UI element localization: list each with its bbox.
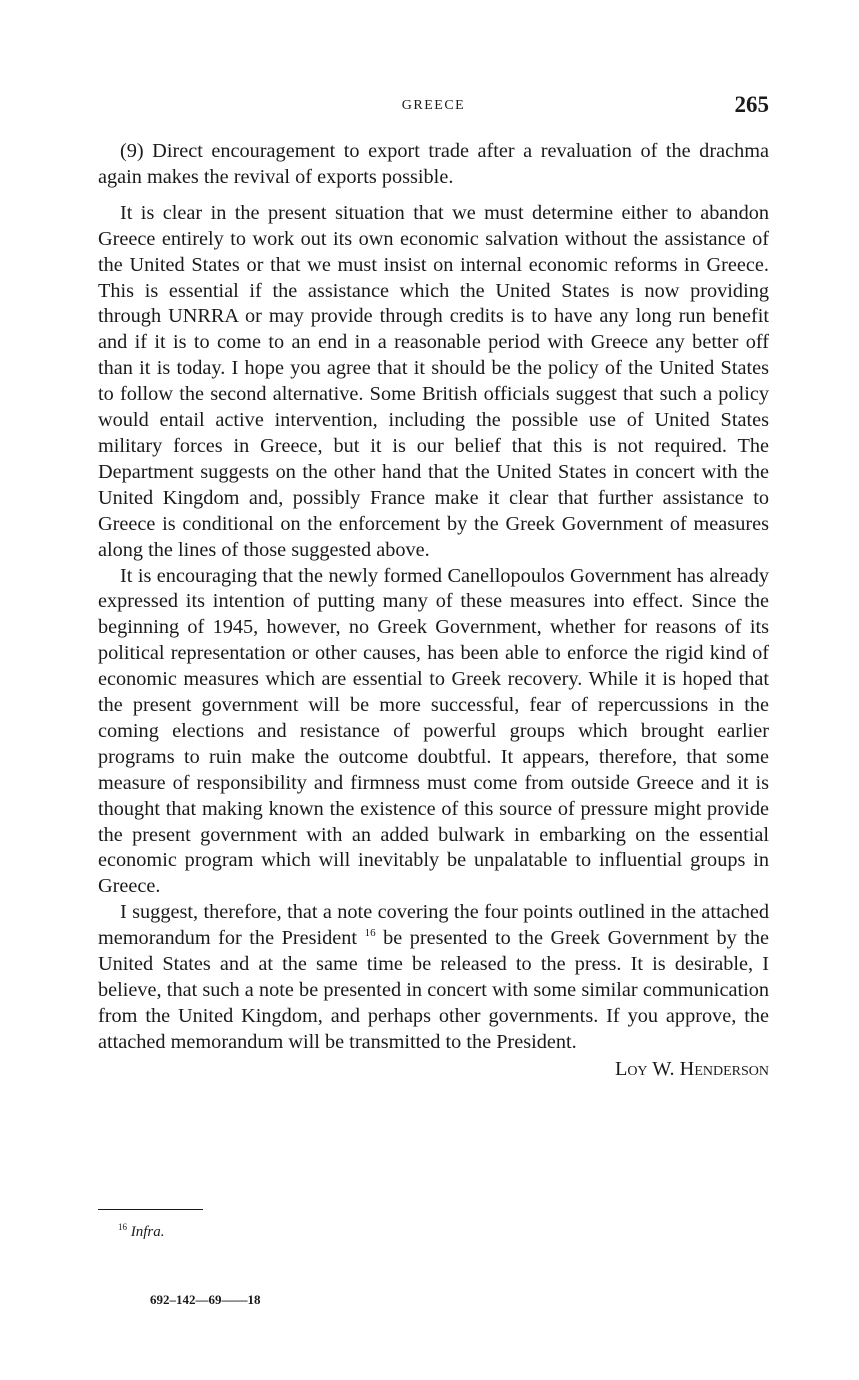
page-number: 265 bbox=[734, 92, 769, 117]
paragraph-4-part-a: I suggest, therefore, that a note covering the four points outlined in the attached memorandum for the President bbox=[98, 901, 769, 950]
paragraph-2: It is clear in the present situation that we must determine either to abandon Greece entirely to work out its own economic salvation without the assistance of the United States or that we must insist on internal economic reforms in Greece. This is essential if the assistance which the United States is now providing through UNRRA or may provide through credits is to have any long run benefit and if it is to come to an end in a reasonable period with Greece any better off than it is today. I hope you agree that it should be the policy of the United States to follow the second alternative. Some British officials suggest that such a policy would entail active intervention, including the possible use of United States military forces in Greece, but it is our belief that this is not required. The Department suggests on the other hand that the United States in concert with the United Kingdom and, possibly France make it clear that further assistance to Greece is conditional on the enforcement by the Greek Government of measures along the lines of those suggested above. bbox=[98, 201, 769, 561]
paragraph-3: It is encouraging that the newly formed Canellopoulos Government has already expressed its intention of putting many of these measures into effect. Since the beginning of 1945, however, no Greek Government, whether for reasons of its political representation or other causes, has been able to enforce the rigid kind of economic measures which are essential to Greek recovery. While it is hoped that the present government will be more successful, fear of repercussions in the coming elections and resistance of powerful groups which brought earlier programs to ruin make the outcome doubtful. It appears, therefore, that some measure of responsibility and firmness must come from outside Greece and it is thought that making known the existence of this source of pressure might provide the present government with an added bulwark in embarking on the essential economic program which will inevitably be unpalatable to influential groups in Greece. bbox=[98, 564, 769, 898]
body-text bbox=[98, 139, 769, 1083]
footnote-number: 16 bbox=[118, 1222, 127, 1232]
footnote bbox=[118, 1222, 165, 1241]
footnote-text: Infra. bbox=[130, 1224, 165, 1240]
signature: Loy W. Henderson bbox=[614, 1057, 769, 1080]
printer-mark: 692–142—69——18 bbox=[150, 1292, 261, 1307]
footnote-reference: 16 bbox=[364, 927, 376, 940]
page-header bbox=[98, 92, 769, 122]
running-head: GREECE bbox=[401, 98, 466, 113]
footnote-divider bbox=[98, 1209, 203, 1210]
paragraph-4-part-b: be presented to the Greek Government by the United States and at the same time be released to the press. It is desirable, I believe, that such a note be presented in concert with some similar communication from the United Kingdom, and perhaps other governments. If you approve, the attached memorandum will be transmitted to the President. bbox=[98, 927, 770, 1053]
paragraph-4 bbox=[98, 900, 769, 1055]
paragraph-item-9: (9) Direct encouragement to export trade after a revaluation of the drachma again makes the revival of exports possible. bbox=[98, 140, 769, 188]
